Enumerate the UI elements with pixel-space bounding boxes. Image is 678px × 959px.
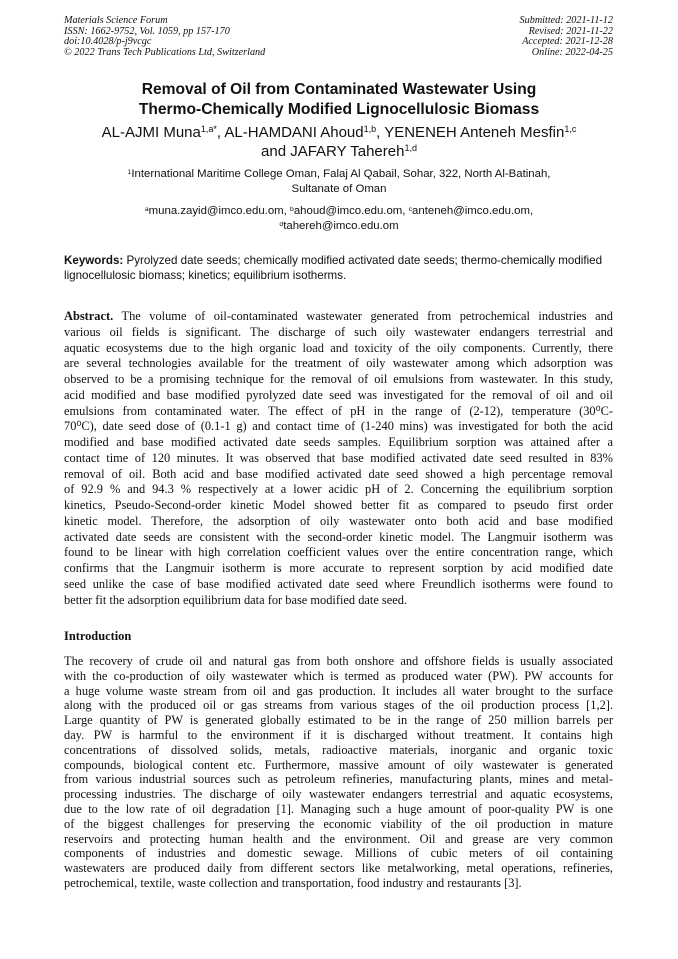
abstract-line: observed to be a promising technique for the removal of oil emulsions from wastewater. In this study, — [64, 372, 613, 386]
introduction-line: day. PW is harmful to the environment if it is discharged without treatment. It contains high — [64, 727, 613, 742]
author-affil: 1,a* — [200, 124, 217, 135]
abstract-line: removal of oil. Both acid and base modified activated date seed showed a high percentage removal — [64, 466, 613, 481]
abstract-line: emulsions from contaminated water. The effect of pH in the range of (2-12), temperature (30⁰C- — [64, 403, 613, 418]
copyright: © 2022 Trans Tech Publications Ltd, Switzerland — [64, 46, 266, 58]
issn-volume: ISSN: 1662-9752, Vol. 1059, pp 157-170 — [64, 25, 230, 37]
abstract-line: aquatic ecosystems due to the high organic load and toxicity of the oily components. Currently, there — [64, 340, 613, 355]
introduction-line: petrochemical, textile, waste collection and transportation, food industry and restaurants [3]. — [64, 875, 522, 890]
introduction-line: wastewaters are produced daily from different sectors like metalworking, metal operations, refineries, — [64, 861, 613, 876]
abstract-line: kinetics, Pseudo-Second-order kinetic Model showed better fit as compared to pseudo first order — [64, 498, 613, 512]
author-list — [40, 123, 638, 161]
introduction-line: The recovery of crude oil and natural gas from both onshore and offshore fields is usually associated — [64, 654, 613, 668]
abstract-line: of 92.9 % and 94.3 % respectively at a lower acidic pH of 2. Concerning the equilibrium sorption — [64, 482, 613, 497]
email-marker: d — [279, 220, 284, 228]
email-link[interactable]: ahoud@imco.edu.om, — [293, 205, 409, 217]
introduction-line: Large quantity of PW is generated globally estimated to be in the range of 250 million barrels per — [64, 713, 613, 728]
journal-info — [64, 16, 265, 58]
title-line: Thermo-Chemically Modified Lignocellulosic Biomass — [138, 101, 540, 118]
keywords-label: Keywords: — [64, 254, 124, 267]
email-link[interactable]: muna.zayid@imco.edu.om, — [148, 205, 291, 217]
author-affil: 1,b — [363, 124, 377, 135]
introduction-line: processing industries. The discharge of oily wastewater endangers terrestrial and aquatic ecosystems, — [64, 787, 613, 802]
introduction-line: compounds, biological content etc. Furthermore, massive amount of oily wastewater is generated — [64, 757, 613, 772]
introduction-line: a huge volume waste stream from oil and gas production. It includes all water brought to the surface — [64, 683, 613, 698]
revised-date: Revised: 2021-11-22 — [528, 25, 613, 37]
online-date: Online: 2022-04-25 — [531, 46, 613, 58]
journal-name: Materials Science Forum — [64, 15, 168, 26]
abstract — [64, 309, 613, 608]
introduction-line: concentrations of dissolved solids, metals, radioactive materials, inorganic and organic toxic — [64, 742, 613, 757]
separator: , — [376, 124, 385, 141]
email-marker: b — [290, 205, 294, 213]
separator: , — [216, 124, 225, 141]
introduction-line: of the biggest challenges for preserving the economic viability of the oil production in mature — [64, 816, 613, 831]
email-link[interactable]: anteneh@imco.edu.om, — [412, 205, 534, 217]
abstract-line: modified and base modified activated date seeds samples. Equilibrium sorption was attained after a — [64, 435, 613, 449]
abstract-line: various oil fields is significant. The discharge of such oily wastewater endangers terrestrial and — [64, 324, 613, 339]
keywords-text: Pyrolyzed date seeds; chemically modified activated date seeds; thermo-chemically modified lignocellulosic biomass; kinetics; equilibrium isotherms. — [64, 254, 603, 282]
affil-line: Sultanate of Oman — [291, 183, 387, 195]
author-name: AL-HAMDANI Ahoud — [224, 124, 364, 141]
abstract-line: confirms that the Langmuir isotherm is more accurate to represent sorption by acid modified date — [64, 561, 613, 575]
author-affil: 1,d — [404, 143, 417, 154]
affil-marker: 1 — [127, 168, 132, 176]
email-marker: a — [144, 205, 149, 213]
email-marker: c — [408, 205, 413, 213]
abstract-line — [64, 309, 613, 325]
author-name: AL-AJMI Muna — [101, 124, 201, 141]
introduction-line: reservoirs and protecting human health and the environment. Oil and grease are very common — [64, 831, 613, 846]
paper-title — [40, 80, 638, 120]
introduction-line: along with the produced oil or gas streams from various stages of the oil production process [1,2]. — [64, 698, 613, 713]
author-emails — [40, 204, 638, 234]
abstract-text: The volume of oil-contaminated wastewater generated from petrochemical industries and — [113, 309, 613, 323]
introduction-line: components of industries and domestic sewage. Millions of cubic meters of oil containing — [64, 846, 613, 861]
introduction-line: with the co-production of oily wastewater which is termed as produced water (PW). PW accounts for — [64, 668, 613, 683]
affiliation — [40, 167, 638, 197]
abstract-line: are several technologies available for the treatment of oily wastewater among which adsorption was — [64, 356, 613, 371]
email-link[interactable]: tahereh@imco.edu.om — [283, 220, 399, 232]
publication-dates — [520, 16, 613, 58]
abstract-line: kinetic model. Therefore, the adsorption of oily wastewater onto both acid and base modified — [64, 513, 613, 528]
accepted-date: Accepted: 2021-12-28 — [522, 36, 613, 48]
author-name: YENENEH Anteneh Mesfin — [384, 124, 565, 141]
introduction-line: due to the low rate of oil degradation [1]. Managing such a huge amount of poor-quality PW is one — [64, 801, 613, 816]
abstract-line: 70⁰C), date seed dose of (0.1-1 g) and contact time of (1-240 mins) was investigated for both the acid — [64, 419, 613, 434]
introduction-line: from various industrial sources such as petroleum refineries, manufacturing plants, mines and metal- — [64, 772, 613, 787]
author-affil: 1,c — [564, 124, 577, 135]
doi: doi:10.4028/p-j9vcgc — [64, 36, 152, 48]
abstract-line: acid modified and base modified pyrolyzed date seed was investigated for the removal of oil and oil — [64, 387, 613, 402]
abstract-line: better fit the adsorption equilibrium data for base modified date seed. — [64, 592, 408, 607]
author-name: and JAFARY Tahereh — [261, 143, 405, 160]
keywords — [64, 253, 613, 283]
abstract-line: contact time of 120 minutes. It was observed that base modified activated date seed resulted in 83% — [64, 450, 613, 465]
abstract-line: activated date seeds are consistent with the second-order kinetic model. The Langmuir isotherm was — [64, 529, 613, 544]
introduction-heading: Introduction — [64, 629, 132, 643]
submitted-date: Submitted: 2021-11-12 — [519, 15, 613, 26]
abstract-label: Abstract. — [64, 309, 114, 323]
abstract-line: seed unlike the case of base modified activated date seed where Freundlich isotherms were found to — [64, 576, 613, 591]
introduction-body — [64, 654, 613, 891]
title-line: Removal of Oil from Contaminated Wastewater Using — [141, 81, 537, 98]
abstract-line: found to be linear with high correlation coefficient values over the entire concentration range, which — [64, 545, 613, 560]
affil-line: International Maritime College Oman, Falaj Al Qabail, Sohar, 322, North Al-Batinah, — [131, 168, 551, 180]
